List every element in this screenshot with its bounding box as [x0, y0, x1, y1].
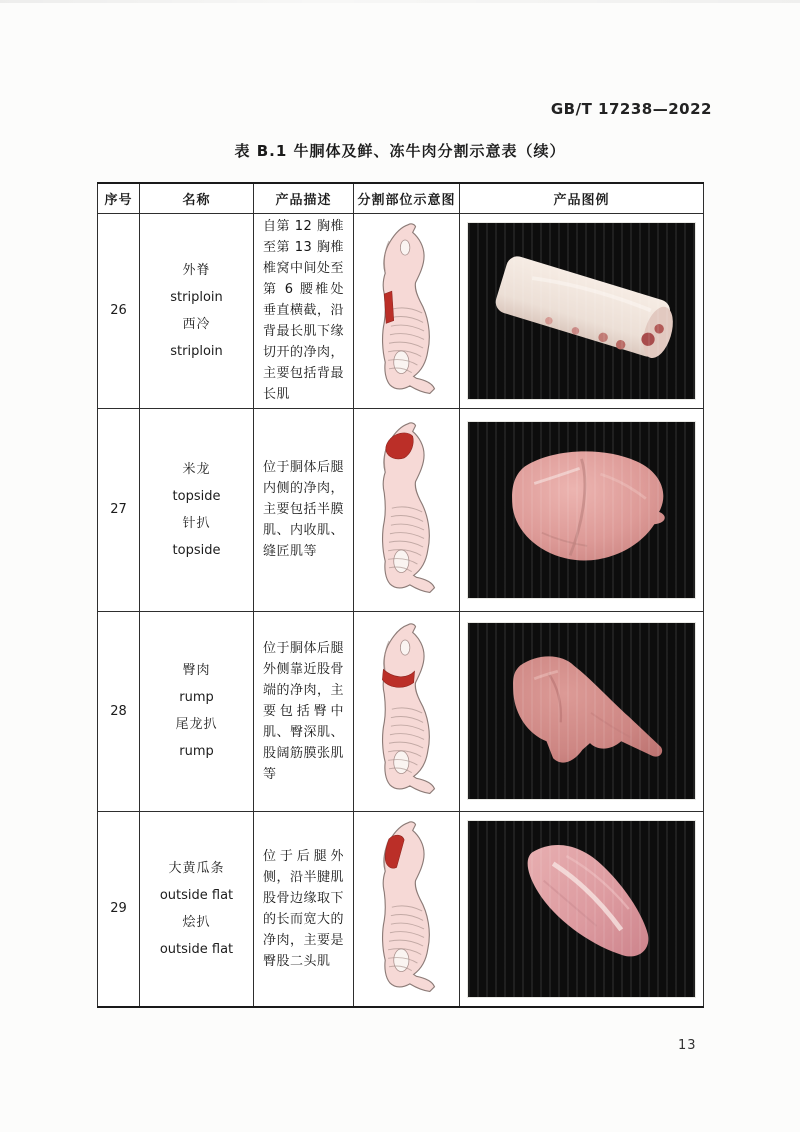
name-cn: 外脊 [182, 262, 211, 278]
page-number: 13 [678, 1038, 697, 1053]
row-description: 位于胴体后腿外侧靠近股骨端的净肉，主要包括臀中肌、臀深肌、股阔筋膜张肌等 [254, 611, 354, 811]
row-no: 28 [98, 611, 140, 811]
row-diagram [354, 213, 460, 408]
row-name [140, 611, 254, 811]
col-header-photo: 产品图例 [460, 183, 704, 213]
topside-product-photo [468, 422, 695, 598]
name-en-alt: rump [179, 744, 214, 759]
table-row [98, 811, 704, 1007]
name-en-alt: topside [172, 542, 221, 558]
row-no: 27 [98, 408, 140, 611]
name-cn: 米龙 [182, 461, 211, 477]
row-photo-cell [460, 811, 704, 1007]
name-en-alt: striploin [170, 343, 223, 359]
row-diagram [354, 811, 460, 1007]
name-cn-alt: 针扒 [182, 515, 211, 531]
row-description: 位于后腿外侧，沿半腱肌股骨边缘取下的长而宽大的净肉，主要是臀股二头肌 [254, 811, 354, 1007]
carcass-rump-highlight [359, 622, 455, 802]
name-en: topside [172, 488, 221, 504]
beef-cuts-table [97, 182, 704, 1008]
col-header-diagram: 分割部位示意图 [354, 183, 460, 213]
table-row [98, 408, 704, 611]
row-photo-cell [460, 408, 704, 611]
col-header-no: 序号 [98, 183, 140, 213]
name-cn-alt: 尾龙扒 [175, 717, 218, 732]
table-header-row [98, 183, 704, 213]
row-no: 26 [98, 213, 140, 408]
name-cn-alt: 烩扒 [182, 914, 211, 930]
name-en: striploin [170, 289, 223, 305]
col-header-description: 产品描述 [254, 183, 354, 213]
name-en: outside flat [159, 887, 234, 903]
standard-code: GB/T 17238—2022 [550, 100, 712, 118]
rump-product-photo [468, 623, 695, 799]
name-cn-alt: 西冷 [182, 316, 211, 332]
table-row [98, 213, 704, 408]
row-photo-cell [460, 213, 704, 408]
striploin-product-photo [468, 223, 695, 399]
name-cn: 大黄瓜条 [168, 860, 225, 876]
carcass-striploin-highlight [359, 222, 455, 402]
col-header-name: 名称 [140, 183, 254, 213]
row-name [140, 408, 254, 611]
carcass-outside-flat-highlight [359, 820, 455, 1000]
row-diagram [354, 611, 460, 811]
row-diagram [354, 408, 460, 611]
row-photo-cell [460, 611, 704, 811]
name-cn: 臀肉 [182, 663, 211, 678]
outside-flat-product-photo [468, 821, 695, 997]
table-title: 表 B.1 牛胴体及鲜、冻牛肉分割示意表（续） [234, 142, 566, 160]
row-description: 位于胴体后腿内侧的净肉，主要包括半膜肌、内收肌、缝匠肌等 [254, 408, 354, 611]
highlight-striploin-region [384, 291, 393, 323]
row-no: 29 [98, 811, 140, 1007]
row-description: 自第 12 胸椎至第 13 胸椎椎窝中间处至第 6 腰椎处垂直横截，沿背最长肌下缘切开的净肉，主要包括背最长肌 [254, 213, 354, 408]
name-en: rump [179, 690, 214, 705]
carcass-topside-highlight [359, 421, 455, 601]
scan-artifact [0, 0, 800, 3]
name-en-alt: outside flat [159, 941, 234, 957]
row-name [140, 213, 254, 408]
row-name [140, 811, 254, 1007]
table-row [98, 611, 704, 811]
